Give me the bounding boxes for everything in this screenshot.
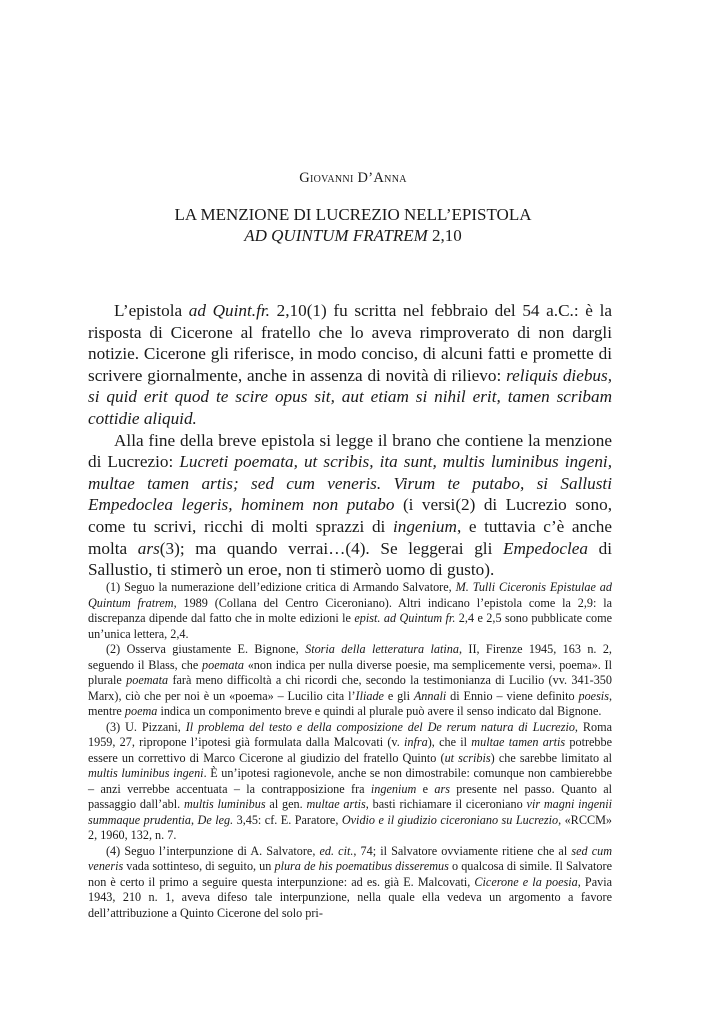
italic-run: ingenium (370, 781, 417, 796)
text-run: , 74; il Salvatore ovviamente ritiene che al (353, 843, 572, 858)
text-run: , (191, 812, 198, 827)
text-run: , 1989 (Collana del Centro Ciceroniano). Altri indicano l’epistola come la 2,9: la discrepanza dipende dal fatto che in molte edizioni le (88, 595, 612, 625)
text-run: ), che il (427, 735, 472, 749)
text-run: (i versi(2) di Lucrezio sono, come tu scrivi, ricchi di molti sprazzi di (88, 495, 612, 536)
author-name: Giovanni D’Anna (299, 170, 407, 186)
text-run: . È un’ipotesi ragionevole, anche se non dimostrabile: comunque non cambierebbe – anzi verrebbe accentuata – la contrapposizione fra (88, 766, 612, 796)
main-text (88, 300, 612, 581)
italic-run: M. Tulli Ciceronis Epistulae ad Quintum fratrem (88, 580, 612, 610)
italic-run: vir magni ingenii summaque prudentia (88, 797, 612, 827)
text-run: «non indica per nulla diverse poesie, ma semplicemente versi, poema». Il plurale (88, 657, 612, 687)
text-run: di Sallustio, ti stimerò un eroe, non ti stimerò uomo di gusto). (88, 538, 612, 580)
text-run: ) che sarebbe limitato al (490, 750, 613, 765)
text-run: 2,4 e 2,5 sono pubblicate come un’unica lettera, 2,4. (88, 611, 612, 641)
title-line-2 (0, 225, 706, 246)
text-run: , basti richiamare il ciceroniano (365, 797, 527, 811)
text-run: 2,10(1) fu scritta nel febbraio del 54 a.C.: è la risposta di Cicerone al fratello che lo aveva rimproverato di non dargli notizie. Cicerone gli riferisce, in modo conciso, di alcuni fatti e promette di scrivere giornalmente, anche in assenza di novità di rilievo: (88, 301, 613, 385)
italic-run: Ovidio e il giudizio ciceroniano su Lucrezio (341, 812, 559, 827)
footnotes (88, 580, 612, 921)
italic-run: Il problema del testo e della composizione del De rerum natura di Lucrezio (185, 719, 575, 734)
italic-run: Annali (413, 688, 447, 703)
text-run: al gen. (265, 797, 307, 811)
italic-run: multis luminibus ingeni (88, 766, 204, 780)
text-run: (3); ma quando verrai…(4). Se leggerai gli (159, 538, 504, 558)
title-italic: AD QUINTUM FRATREM (244, 226, 428, 245)
footnote-4 (88, 844, 612, 922)
text-run: potrebbe essere un correttivo di Marco Cicerone al giudizio del fratello Quinto ( (88, 735, 613, 765)
text-run: presente nel passo. Quanto al passaggio dall’abl. (88, 781, 612, 811)
text-run: farà meno difficoltà a chi ricordi che, secondo la testimonianza di Lucilio (vv. 341-350 Marx), ciò che per noi è un «poema» – Lucilio cita l’ (88, 673, 612, 703)
text-run: , Roma 1959, 27, ripropone l’ipotesi già formulata dalla Malcovati (v. (88, 719, 612, 749)
italic-run: Storia della letteratura latina (305, 642, 459, 656)
text-run: , e tuttavia c’è anche molta (88, 516, 612, 558)
italic-run: poemata (126, 673, 169, 687)
title-reference: 2,10 (427, 226, 462, 245)
italic-run: poesis (578, 688, 609, 703)
italic-run: sed cum veneris (88, 843, 612, 873)
text-run: 3,45: cf. E. Paratore, (233, 812, 342, 827)
italic-run: multis luminibus (183, 797, 266, 811)
italic-run: De leg. (197, 812, 234, 827)
italic-run: poema (124, 704, 158, 718)
text-run: di Ennio – viene definito (446, 688, 579, 703)
text-run: (3) U. Pizzani, (106, 719, 186, 734)
text-run: , II, Firenze 1945, 163 n. 2, seguendo il Blass, che (88, 642, 612, 672)
text-run: (2) Osserva giustamente E. Bignone, (106, 642, 306, 656)
italic-run: ed. cit. (319, 843, 354, 858)
text-run: indica un componimento breve e quindi al plurale può avere il senso indicato dal Bignone. (157, 704, 602, 718)
italic-run: Iliade (355, 688, 384, 703)
footnote-2 (88, 642, 612, 720)
paragraph-2 (88, 430, 612, 581)
italic-run: Lucreti poemata, ut scribis, ita sunt, multis luminibus ingeni, multae tamen artis; sed cum veneris. Virum te putabo, si Sallusti Empedoclea legeris, hominem non putabo (88, 452, 612, 515)
italic-run: reliquis diebus, si quid erit quod te scire opus sit, aut etiam si nihil erit, tamen scribam cottidie aliquid. (88, 365, 612, 428)
italic-run: ut scribis (444, 750, 491, 765)
text-run: e gli (383, 688, 414, 703)
italic-run: ingenium (392, 516, 457, 536)
text-run: (1) Seguo la numerazione dell’edizione critica di Armando Salvatore, (106, 580, 456, 594)
footnote-3 (88, 720, 612, 844)
italic-run: Cicerone e la poesia (474, 874, 578, 889)
text-run: , «RCCM» 2, 1960, 132, n. 7. (88, 812, 613, 842)
title-line-1: LA MENZIONE DI LUCREZIO NELL’EPISTOLA (174, 205, 532, 224)
italic-run: ars (434, 781, 450, 796)
italic-run: multae artis (306, 797, 366, 811)
italic-run: multae tamen artis (471, 735, 566, 749)
paragraph-1 (88, 300, 612, 430)
text-run: , mentre (88, 688, 612, 718)
italic-run: poemata (202, 657, 244, 672)
text-run: o qualcosa di simile. Il Salvatore non è certo il primo a seguire questa interpunzione: ad es. già E. Malcovati, (88, 859, 612, 889)
text-run: e (416, 781, 435, 796)
article-title (0, 204, 706, 246)
footnote-1 (88, 580, 612, 642)
text-run: (4) Seguo l’interpunzione di A. Salvatore, (106, 843, 320, 858)
italic-run: infra (404, 735, 428, 749)
italic-run: ad Quint.fr. (188, 301, 270, 320)
text-run: L’epistola (114, 301, 189, 320)
italic-run: plura de his poematibus disseremus (274, 859, 449, 873)
italic-run: epist. ad Quintum fr. (354, 611, 456, 625)
text-run: , Pavia 1943, 210 n. 1, aveva difeso tale interpunzione, nella quale ella vedeva un argomento a favore dell’attribuzione a Quinto Cicerone del solo pri- (88, 874, 613, 920)
text-run: vada sottinteso, di seguito, un (123, 859, 275, 873)
italic-run: Empedoclea (503, 538, 588, 558)
italic-run: ars (137, 538, 160, 558)
text-run: Alla fine della breve epistola si legge il brano che contiene la menzione di Lucrezio: (88, 430, 612, 472)
